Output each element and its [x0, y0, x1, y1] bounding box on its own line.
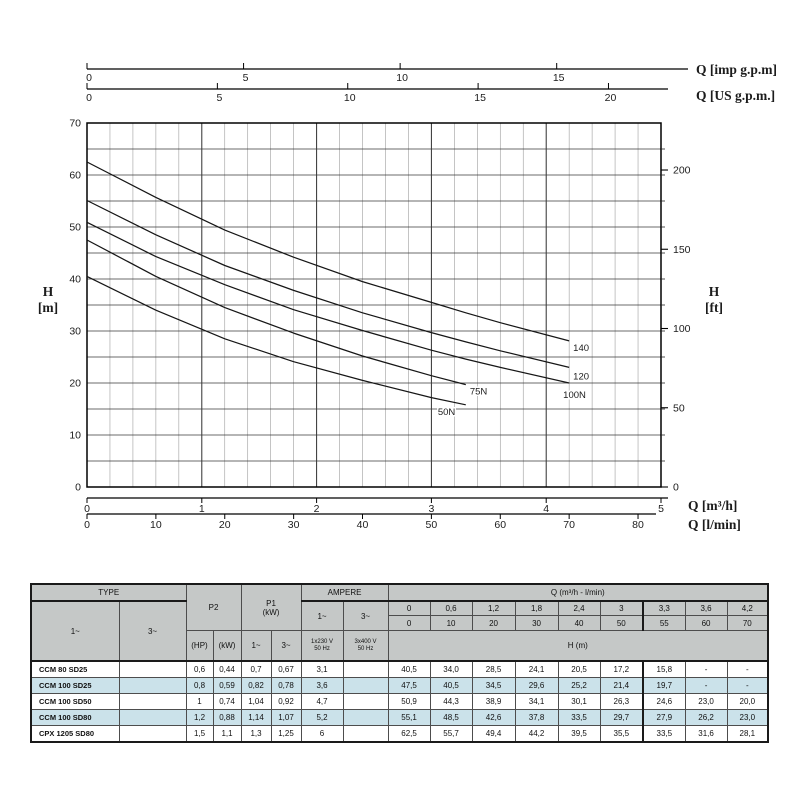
axis-unit-label: H — [708, 284, 720, 299]
h-m-axis — [38, 118, 81, 494]
spec-table-header — [31, 584, 768, 661]
tick-label: 70 — [69, 117, 81, 130]
table-row — [31, 694, 768, 710]
table-row — [31, 661, 768, 678]
head-value: 34,5 — [472, 678, 515, 694]
tick-label: 150 — [673, 243, 691, 256]
col-header-volt-1ph: 1x230 V 50 Hz — [301, 631, 343, 662]
table-row — [31, 726, 768, 743]
head-value: 40,5 — [388, 661, 430, 678]
imp-gpm-axis — [86, 62, 777, 84]
tick-label: 60 — [494, 519, 507, 531]
curve-75N — [87, 240, 466, 385]
pump-spec-table — [30, 583, 769, 743]
head-value: 47,5 — [388, 678, 430, 694]
tick-label: 10 — [396, 72, 408, 84]
ampere-1ph: 3,1 — [301, 661, 343, 678]
col-header-amp-3ph: 3~ — [343, 601, 388, 631]
p1-1ph: 1,3 — [241, 726, 271, 743]
head-value: 31,6 — [685, 726, 727, 743]
pump-model-3ph — [119, 694, 186, 710]
axis-unit-label: Q [m³/h] — [688, 498, 738, 513]
q-lmin-header: 10 — [430, 616, 472, 631]
lmin-axis — [84, 514, 741, 532]
head-value: 26,3 — [600, 694, 643, 710]
axis-unit-label: H — [42, 284, 54, 299]
head-value: 40,5 — [430, 678, 472, 694]
head-value: 24,1 — [515, 661, 558, 678]
q-m3h-header: 2,4 — [558, 601, 600, 616]
p2-kw: 0,44 — [213, 661, 241, 678]
tick-label: 100 — [673, 323, 691, 336]
pump-model: CCM 100 SD50 — [31, 694, 119, 710]
table-row — [31, 601, 768, 616]
tick-label: 3 — [428, 503, 435, 515]
curve-100N — [87, 222, 569, 383]
tick-label: 200 — [673, 164, 691, 177]
col-header-p1-1ph: 1~ — [241, 631, 271, 662]
tick-label: 20 — [69, 377, 81, 390]
head-value: 62,5 — [388, 726, 430, 743]
tick-label: 0 — [673, 481, 679, 494]
pump-model: CPX 1205 SD80 — [31, 726, 119, 743]
col-header-p1: P1 (kW) — [241, 584, 301, 631]
head-value: 39,5 — [558, 726, 600, 743]
pump-model-3ph — [119, 678, 186, 694]
p1-1ph: 0,82 — [241, 678, 271, 694]
q-m3h-header: 1,8 — [515, 601, 558, 616]
tick-label: 1 — [198, 503, 205, 515]
head-value: 44,2 — [515, 726, 558, 743]
pump-model: CCM 80 SD25 — [31, 661, 119, 678]
p2-kw: 0,59 — [213, 678, 241, 694]
ampere-3ph — [343, 694, 388, 710]
head-value: 19,7 — [643, 678, 685, 694]
col-header-p1-3ph: 3~ — [271, 631, 301, 662]
head-value: 33,5 — [558, 710, 600, 726]
p1-1ph: 1,04 — [241, 694, 271, 710]
head-value: - — [727, 678, 768, 694]
q-lmin-header: 55 — [643, 616, 685, 631]
q-m3h-header: 1,2 — [472, 601, 515, 616]
p2-kw: 1,1 — [213, 726, 241, 743]
ampere-3ph — [343, 678, 388, 694]
tick-label: 5 — [216, 92, 223, 104]
col-header-type-1ph: 1~ — [31, 601, 119, 661]
axis-unit-label: [ft] — [705, 300, 723, 315]
ampere-3ph — [343, 661, 388, 678]
q-m3h-header: 3,6 — [685, 601, 727, 616]
ampere-1ph: 5,2 — [301, 710, 343, 726]
table-row — [31, 678, 768, 694]
tick-label: 80 — [632, 519, 644, 531]
tick-label: 10 — [150, 519, 162, 531]
us-gpm-axis — [86, 83, 775, 104]
tick-label: 60 — [69, 169, 81, 182]
m3h-axis — [84, 498, 737, 515]
p1-3ph: 0,78 — [271, 678, 301, 694]
col-header-volt-3ph: 3x400 V 50 Hz — [343, 631, 388, 662]
tick-label: 40 — [69, 273, 81, 286]
axis-unit-label: Q [imp g.p.m] — [696, 62, 777, 77]
head-value: 48,5 — [430, 710, 472, 726]
pump-model: CCM 100 SD25 — [31, 678, 119, 694]
pump-model-3ph — [119, 661, 186, 678]
head-value: 15,8 — [643, 661, 685, 678]
pump-model: CCM 100 SD80 — [31, 710, 119, 726]
col-header-type-3ph: 3~ — [119, 601, 186, 661]
head-value: - — [685, 678, 727, 694]
curve-label-75N: 75N — [469, 386, 488, 398]
tick-label: 30 — [69, 325, 81, 338]
spec-table-body — [31, 661, 768, 742]
head-value: 21,4 — [600, 678, 643, 694]
head-value: 38,9 — [472, 694, 515, 710]
head-value: - — [727, 661, 768, 678]
q-lmin-header: 70 — [727, 616, 768, 631]
col-header-p2: P2 — [186, 584, 241, 631]
ampere-3ph — [343, 710, 388, 726]
p2-kw: 0,74 — [213, 694, 241, 710]
curve-label-120: 120 — [573, 371, 590, 383]
head-value: - — [685, 661, 727, 678]
axis-unit-label: Q [l/min] — [688, 517, 741, 532]
p2-kw: 0,88 — [213, 710, 241, 726]
pump-model-3ph — [119, 726, 186, 743]
tick-label: 0 — [84, 503, 90, 515]
head-value: 23,0 — [685, 694, 727, 710]
q-m3h-header: 4,2 — [727, 601, 768, 616]
head-value: 50,9 — [388, 694, 430, 710]
tick-label: 50 — [425, 519, 438, 531]
head-value: 49,4 — [472, 726, 515, 743]
q-m3h-header: 0 — [388, 601, 430, 616]
q-lmin-header: 60 — [685, 616, 727, 631]
tick-label: 10 — [69, 429, 81, 442]
tick-label: 15 — [474, 92, 486, 104]
q-lmin-header: 50 — [600, 616, 643, 631]
tick-label: 4 — [543, 503, 550, 515]
col-header-kw: (kW) — [213, 631, 241, 662]
curve-140 — [87, 162, 569, 341]
head-value: 37,8 — [515, 710, 558, 726]
q-m3h-header: 0,6 — [430, 601, 472, 616]
head-value: 24,6 — [643, 694, 685, 710]
tick-label: 40 — [356, 519, 369, 531]
curve-120 — [87, 201, 569, 368]
grid — [87, 123, 661, 487]
tick-label: 30 — [287, 519, 300, 531]
p1-3ph: 0,92 — [271, 694, 301, 710]
q-lmin-header: 0 — [388, 616, 430, 631]
col-header-type: TYPE — [31, 584, 186, 601]
col-header-amp-1ph: 1~ — [301, 601, 343, 631]
tick-label: 50 — [69, 221, 81, 234]
head-value: 26,2 — [685, 710, 727, 726]
tick-label: 0 — [84, 519, 90, 531]
tick-label: 10 — [343, 92, 356, 104]
tick-label: 70 — [563, 519, 575, 531]
col-header-ampere: AMPERE — [301, 584, 388, 601]
tick-label: 5 — [658, 503, 664, 515]
tick-label: 2 — [313, 503, 320, 515]
head-value: 42,6 — [472, 710, 515, 726]
p1-3ph: 0,67 — [271, 661, 301, 678]
tick-label: 20 — [604, 92, 617, 104]
p2-hp: 1 — [186, 694, 213, 710]
p1-1ph: 1,14 — [241, 710, 271, 726]
head-value: 29,7 — [600, 710, 643, 726]
ampere-1ph: 4,7 — [301, 694, 343, 710]
head-value: 25,2 — [558, 678, 600, 694]
head-value: 34,0 — [430, 661, 472, 678]
p2-hp: 1,5 — [186, 726, 213, 743]
head-value: 33,5 — [643, 726, 685, 743]
p2-hp: 0,6 — [186, 661, 213, 678]
head-value: 55,1 — [388, 710, 430, 726]
curve-label-50N: 50N — [437, 406, 456, 418]
q-lmin-header: 30 — [515, 616, 558, 631]
head-value: 28,5 — [472, 661, 515, 678]
q-m3h-header: 3,3 — [643, 601, 685, 616]
axis-unit-label: [m] — [37, 300, 59, 315]
p1-3ph: 1,25 — [271, 726, 301, 743]
q-lmin-header: 40 — [558, 616, 600, 631]
head-value: 17,2 — [600, 661, 643, 678]
curve-label-140: 140 — [573, 342, 590, 354]
p1-1ph: 0,7 — [241, 661, 271, 678]
col-header-head-m: H (m) — [388, 631, 768, 662]
tick-label: 0 — [86, 92, 92, 104]
tick-label: 0 — [75, 481, 81, 494]
head-value: 23,0 — [727, 710, 768, 726]
tick-label: 20 — [218, 519, 231, 531]
q-m3h-header: 3 — [600, 601, 643, 616]
pump-curves — [87, 162, 589, 418]
tick-label: 0 — [86, 72, 92, 84]
tick-label: 5 — [242, 72, 249, 84]
curve-label-100N: 100N — [563, 390, 586, 401]
h-ft-axis — [661, 149, 723, 494]
head-value: 29,6 — [515, 678, 558, 694]
ampere-1ph: 6 — [301, 726, 343, 743]
col-header-q: Q (m³/h - l/min) — [388, 584, 768, 601]
axis-unit-label: Q [US g.p.m.] — [696, 88, 776, 103]
head-value: 34,1 — [515, 694, 558, 710]
head-value: 28,1 — [727, 726, 768, 743]
pump-model-3ph — [119, 710, 186, 726]
head-value: 20,0 — [727, 694, 768, 710]
q-lmin-header: 20 — [472, 616, 515, 631]
head-value: 55,7 — [430, 726, 472, 743]
p2-hp: 1,2 — [186, 710, 213, 726]
p2-hp: 0,8 — [186, 678, 213, 694]
ampere-1ph: 3,6 — [301, 678, 343, 694]
head-value: 44,3 — [430, 694, 472, 710]
table-row — [31, 584, 768, 601]
head-value: 30,1 — [558, 694, 600, 710]
head-value: 35,5 — [600, 726, 643, 743]
head-value: 27,9 — [643, 710, 685, 726]
tick-label: 50 — [673, 402, 685, 415]
head-value: 20,5 — [558, 661, 600, 678]
table-row — [31, 710, 768, 726]
p1-3ph: 1,07 — [271, 710, 301, 726]
col-header-hp: (HP) — [186, 631, 213, 662]
tick-label: 15 — [552, 72, 565, 84]
ampere-3ph — [343, 726, 388, 743]
